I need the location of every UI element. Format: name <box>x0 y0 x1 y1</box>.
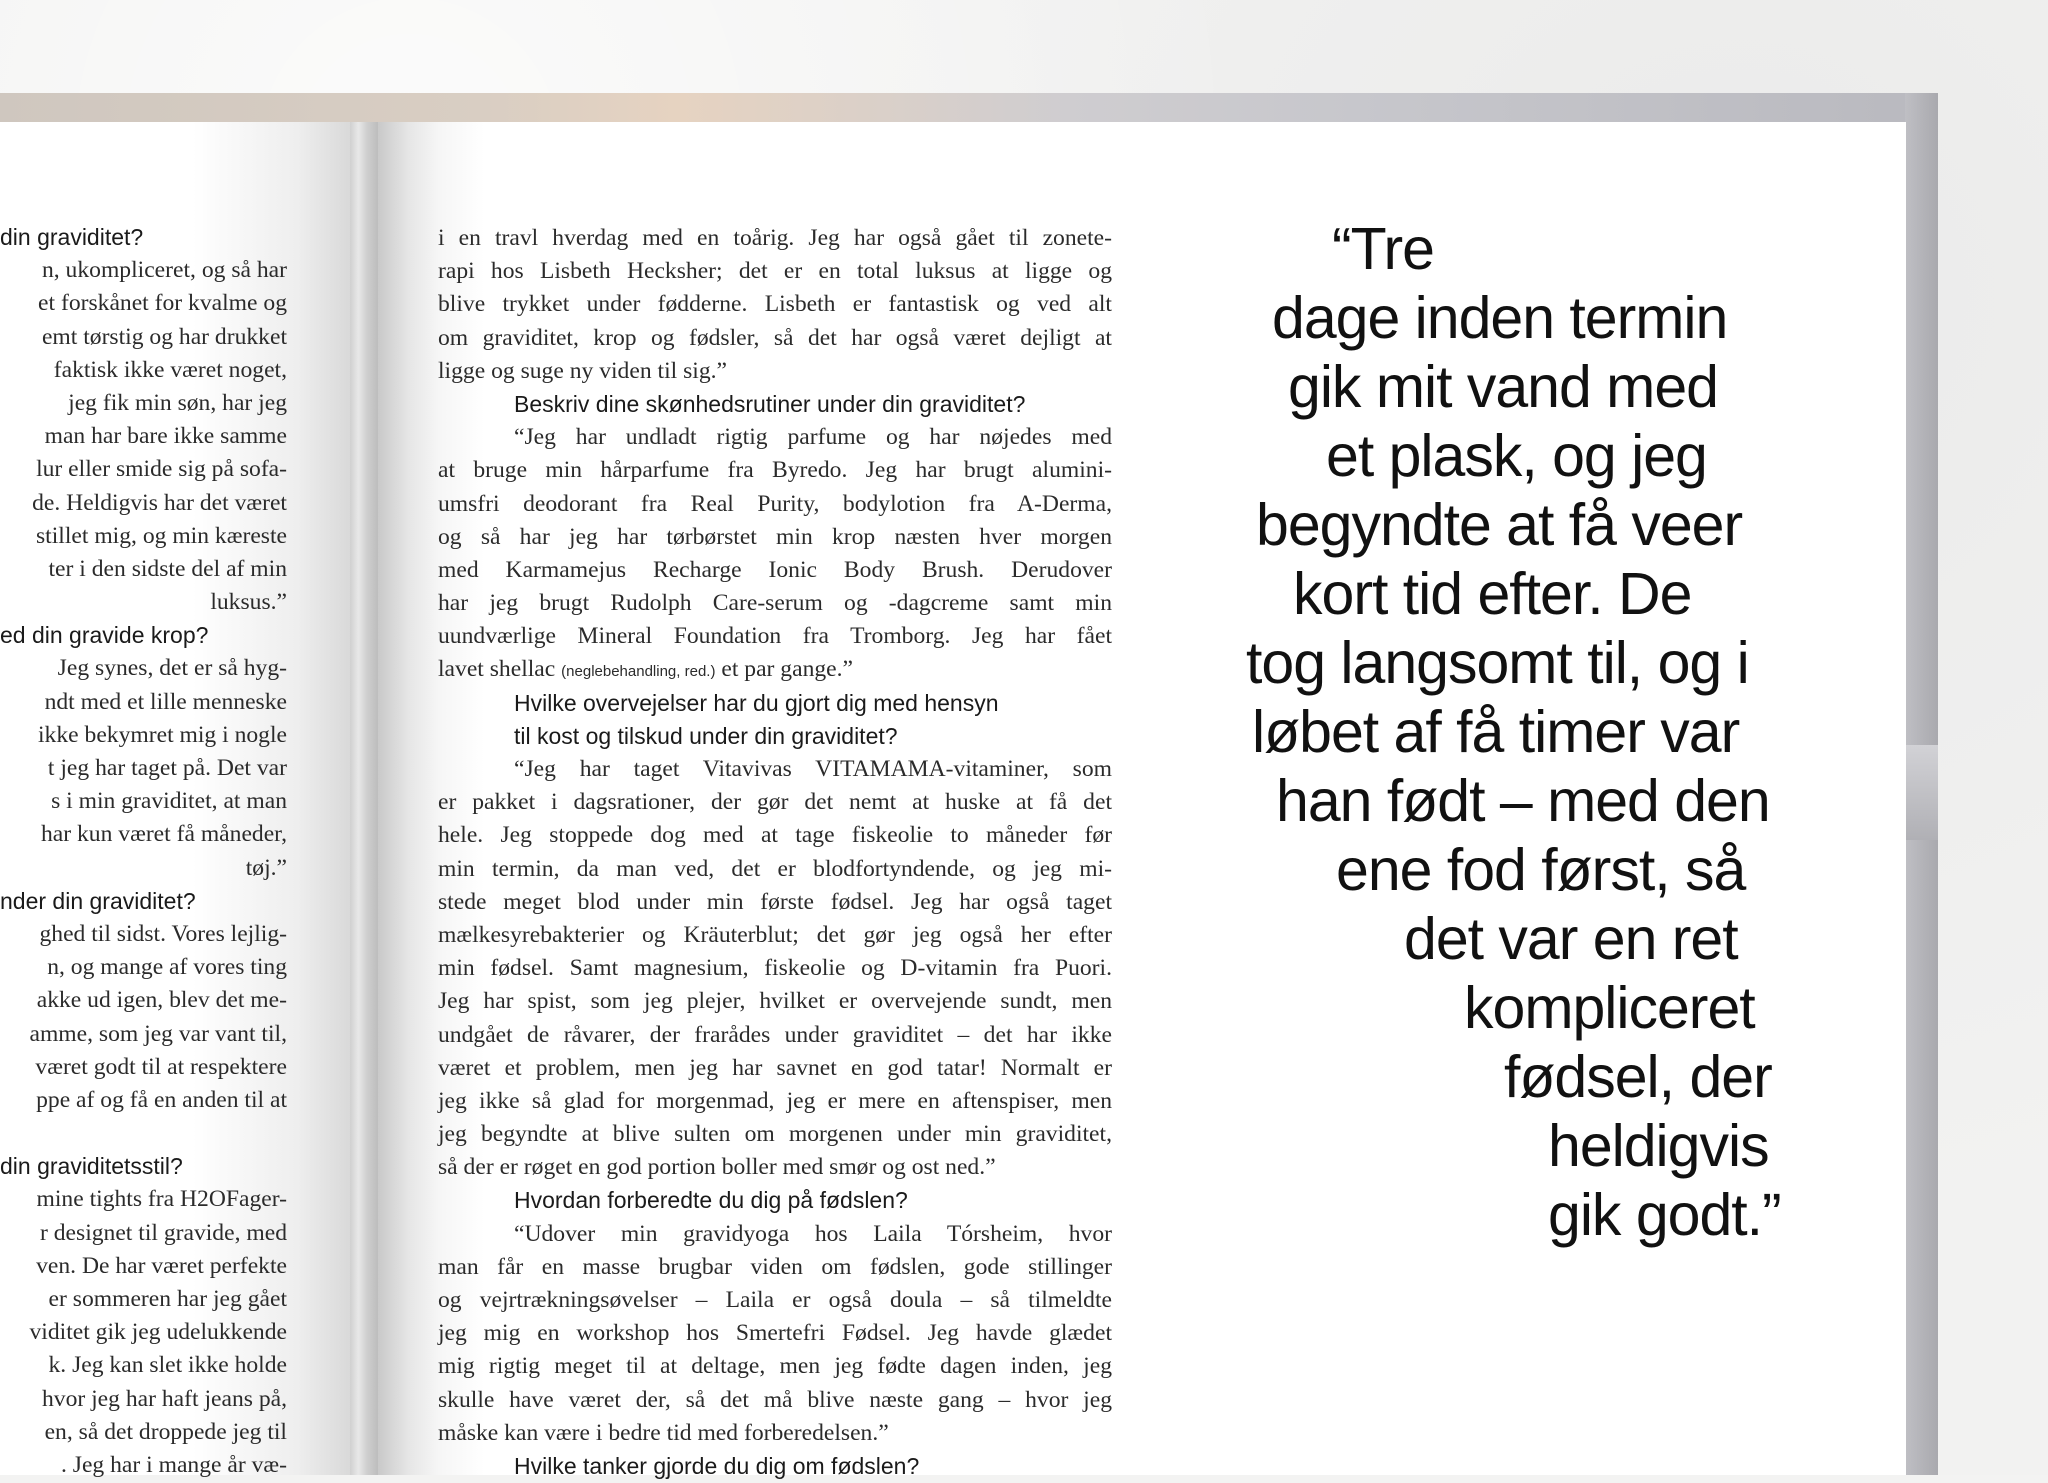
pull-quote-line: ene fod først, så <box>1336 837 1746 903</box>
body-text-line: mælkesyrebakterier og Kräuterblut; det gør jeg også her efter <box>438 921 1112 948</box>
body-text-line: ikke bekymret mig i nogle <box>38 721 287 748</box>
pull-quote-line: gik mit vand med <box>1288 354 1718 420</box>
body-text-line: . Jeg har i mange år væ- <box>60 1451 287 1478</box>
body-text-line: jeg mig en workshop hos Smertefri Fødsel. Jeg havde glædet <box>438 1320 1112 1347</box>
body-text-line: lavet shellac (neglebehandling, red.) et par gange.” <box>438 656 854 683</box>
body-text-line: undgået de råvarer, der frarådes under graviditet – det har ikke <box>438 1021 1112 1048</box>
body-text-line: n, og mange af vores ting <box>47 954 287 981</box>
body-text-line: ven. De har været perfekte <box>36 1252 287 1279</box>
body-text-line: været et problem, men jeg har savnet en god tatar! Normalt er <box>438 1054 1112 1081</box>
question-heading: Hvordan forberedte du dig på fødslen? <box>514 1187 908 1214</box>
pull-quote-line: tog langsomt til, og i <box>1246 630 1749 696</box>
body-text-line: ghed til sidst. Vores lejlig- <box>39 920 287 947</box>
editor-note: (neglebehandling, red.) <box>561 663 716 681</box>
pull-quote-line: “Tre <box>1332 216 1434 282</box>
question-heading: Hvilke tanker gjorde du dig om fødslen? <box>514 1452 920 1479</box>
pull-quote-line: han født – med den <box>1276 768 1770 834</box>
body-text-line: akke ud igen, blev det me- <box>36 987 287 1014</box>
body-text-line: Jeg synes, det er så hyg- <box>57 655 287 682</box>
body-text-line: skulle have været der, så det må blive næste gang – hvor jeg <box>438 1386 1112 1413</box>
pull-quote-line: begyndte at få veer <box>1256 492 1743 558</box>
body-text-line: om graviditet, krop og fødsler, så det har også været dejligt at <box>438 324 1112 351</box>
body-text-line: rapi hos Lisbeth Hecksher; det er en total luksus at ligge og <box>438 258 1112 285</box>
body-text-line: er sommeren har jeg gået <box>48 1286 287 1312</box>
body-text-line: med Karmamejus Recharge Ionic Body Brush. Derudover <box>438 556 1112 583</box>
body-text-line: hele. Jeg stoppede dog med at tage fiskeolie to måneder før <box>438 822 1112 849</box>
body-text-line: min fødsel. Samt magnesium, fiskeolie og D-vitamin fra Puori. <box>438 955 1112 982</box>
pull-quote-line: det var en ret <box>1404 906 1738 972</box>
body-text-line: Jeg har spist, som jeg plejer, hvilket er overvejende sundt, men <box>438 988 1112 1015</box>
body-text-line: blive trykket under fødderne. Lisbeth er fantastisk og ved alt <box>438 291 1112 318</box>
body-text-line: umsfri deodorant fra Real Purity, bodylotion fra A-Derma, <box>438 490 1112 517</box>
question-heading: Beskriv dine skønhedsrutiner under din graviditet? <box>514 390 1026 417</box>
body-text-line: man får en masse brugbar viden om fødslen, gode stillinger <box>438 1253 1112 1280</box>
body-text-line: mine tights fra H2OFager- <box>36 1186 287 1213</box>
body-text-line: og så har jeg har tørbørstet min krop næsten hver morgen <box>438 523 1112 550</box>
pull-quote <box>1230 215 1850 1250</box>
pull-quote-line: løbet af få timer var <box>1252 699 1740 765</box>
body-text-line: de. Heldigvis har det været <box>32 489 287 516</box>
body-text-line: “Jeg har undladt rigtig parfume og har nøjedes med <box>514 424 1112 451</box>
pull-quote-line: heldigvis <box>1548 1113 1769 1179</box>
body-text-line: været godt til at respektere <box>35 1053 287 1080</box>
question-heading: ed din gravide krop? <box>0 622 209 649</box>
pull-quote-line: dage inden termin <box>1272 285 1728 351</box>
body-text-line: k. Jeg kan slet ikke holde <box>48 1352 287 1379</box>
body-text-line: amme, som jeg var vant til, <box>29 1020 287 1047</box>
body-text-line: stede meget blod under min første fødsel. Jeg har også taget <box>438 888 1112 915</box>
pull-quote-line: gik godt.” <box>1548 1182 1781 1248</box>
body-text-line: viditet gik jeg udelukkende <box>29 1319 287 1346</box>
body-text-line: måske kan være i bedre tid med forberedelsen.” <box>438 1419 889 1446</box>
question-heading: nder din graviditet? <box>0 887 196 914</box>
body-text-line: “Udover min gravidyoga hos Laila Tórsheim, hvor <box>514 1220 1112 1247</box>
question-heading: til kost og tilskud under din graviditet? <box>514 722 898 749</box>
body-text-line: luksus.” <box>210 589 287 616</box>
body-text-line: jeg begyndte at blive sulten om morgenen under min graviditet, <box>438 1121 1112 1148</box>
body-text-line: lur eller smide sig på sofa- <box>36 456 287 483</box>
body-text-line: mig rigtig meget til at deltage, men jeg fødte dagen inden, jeg <box>438 1353 1112 1380</box>
body-text-line: en, så det droppede jeg til <box>44 1418 287 1445</box>
pull-quote-line: kort tid efter. De <box>1293 561 1692 627</box>
body-text-line: hvor jeg har haft jeans på, <box>41 1385 287 1412</box>
body-text-line: så der er røget en god portion boller med smør og ost ned.” <box>438 1154 996 1181</box>
body-text-line: r designet til gravide, med <box>39 1219 287 1246</box>
body-text-line: jeg ikke så glad for morgenmad, jeg er mere en aftenspiser, men <box>438 1087 1112 1114</box>
question-heading: din graviditetsstil? <box>0 1153 183 1180</box>
body-text-line: tøj.” <box>245 854 287 881</box>
body-text-line: min termin, da man ved, det er blodfortyndende, og jeg mi- <box>438 855 1112 882</box>
body-text-line: er pakket i dagsrationer, der gør det nemt at huske at få det <box>438 789 1112 816</box>
body-text-line: t jeg har taget på. Det var <box>47 755 287 781</box>
pull-quote-line: kompliceret <box>1464 975 1755 1041</box>
question-heading: din graviditet? <box>0 224 144 250</box>
body-text-line: n, ukompliceret, og så har <box>41 257 287 284</box>
body-text-line: et forskånet for kvalme og <box>38 290 287 317</box>
pull-quote-line: et plask, og jeg <box>1326 423 1707 489</box>
pull-quote-line: fødsel, der <box>1504 1044 1772 1110</box>
body-text-line: har jeg brugt Rudolph Care-serum og -dagcreme samt min <box>438 590 1112 617</box>
page-gutter <box>350 122 378 1475</box>
body-text-line: at bruge min hårparfume fra Byredo. Jeg har brugt alumini- <box>438 457 1112 484</box>
body-text-line: “Jeg har taget Vitavivas VITAMAMA-vitaminer, som <box>514 756 1112 782</box>
body-text-line: ndt med et lille menneske <box>44 688 287 715</box>
body-text-line: s i min graviditet, at man <box>51 788 287 815</box>
body-text-line: faktisk ikke været noget, <box>53 356 287 383</box>
body-text-line: og vejrtrækningsøvelser – Laila er også doula – så tilmeldte <box>438 1287 1112 1313</box>
body-text-line: i en travl hverdag med en toårig. Jeg har også gået til zonete- <box>438 225 1112 251</box>
body-text-line: emt tørstig og har drukket <box>41 323 287 350</box>
body-text-line: ter i den sidste del af min <box>48 555 287 582</box>
body-text-line: har kun været få måneder, <box>40 821 287 848</box>
body-text-line: uundværlige Mineral Foundation fra Tromborg. Jeg har fået <box>438 623 1112 650</box>
body-text-line: man har bare ikke samme <box>44 423 287 450</box>
body-text-line: ppe af og få en anden til at <box>36 1086 287 1113</box>
book-cover-notch <box>1905 745 1938 840</box>
question-heading: Hvilke overvejelser har du gjort dig med hensyn <box>514 689 999 716</box>
body-text-line: jeg fik min søn, har jeg <box>68 389 287 416</box>
body-text-line <box>0 1117 287 1150</box>
body-text-line: stillet mig, og min kæreste <box>36 522 287 549</box>
left-text-column <box>0 221 287 1482</box>
body-text-line: ligge og suge ny viden til sig.” <box>438 357 727 384</box>
middle-text-column <box>438 222 1112 1483</box>
